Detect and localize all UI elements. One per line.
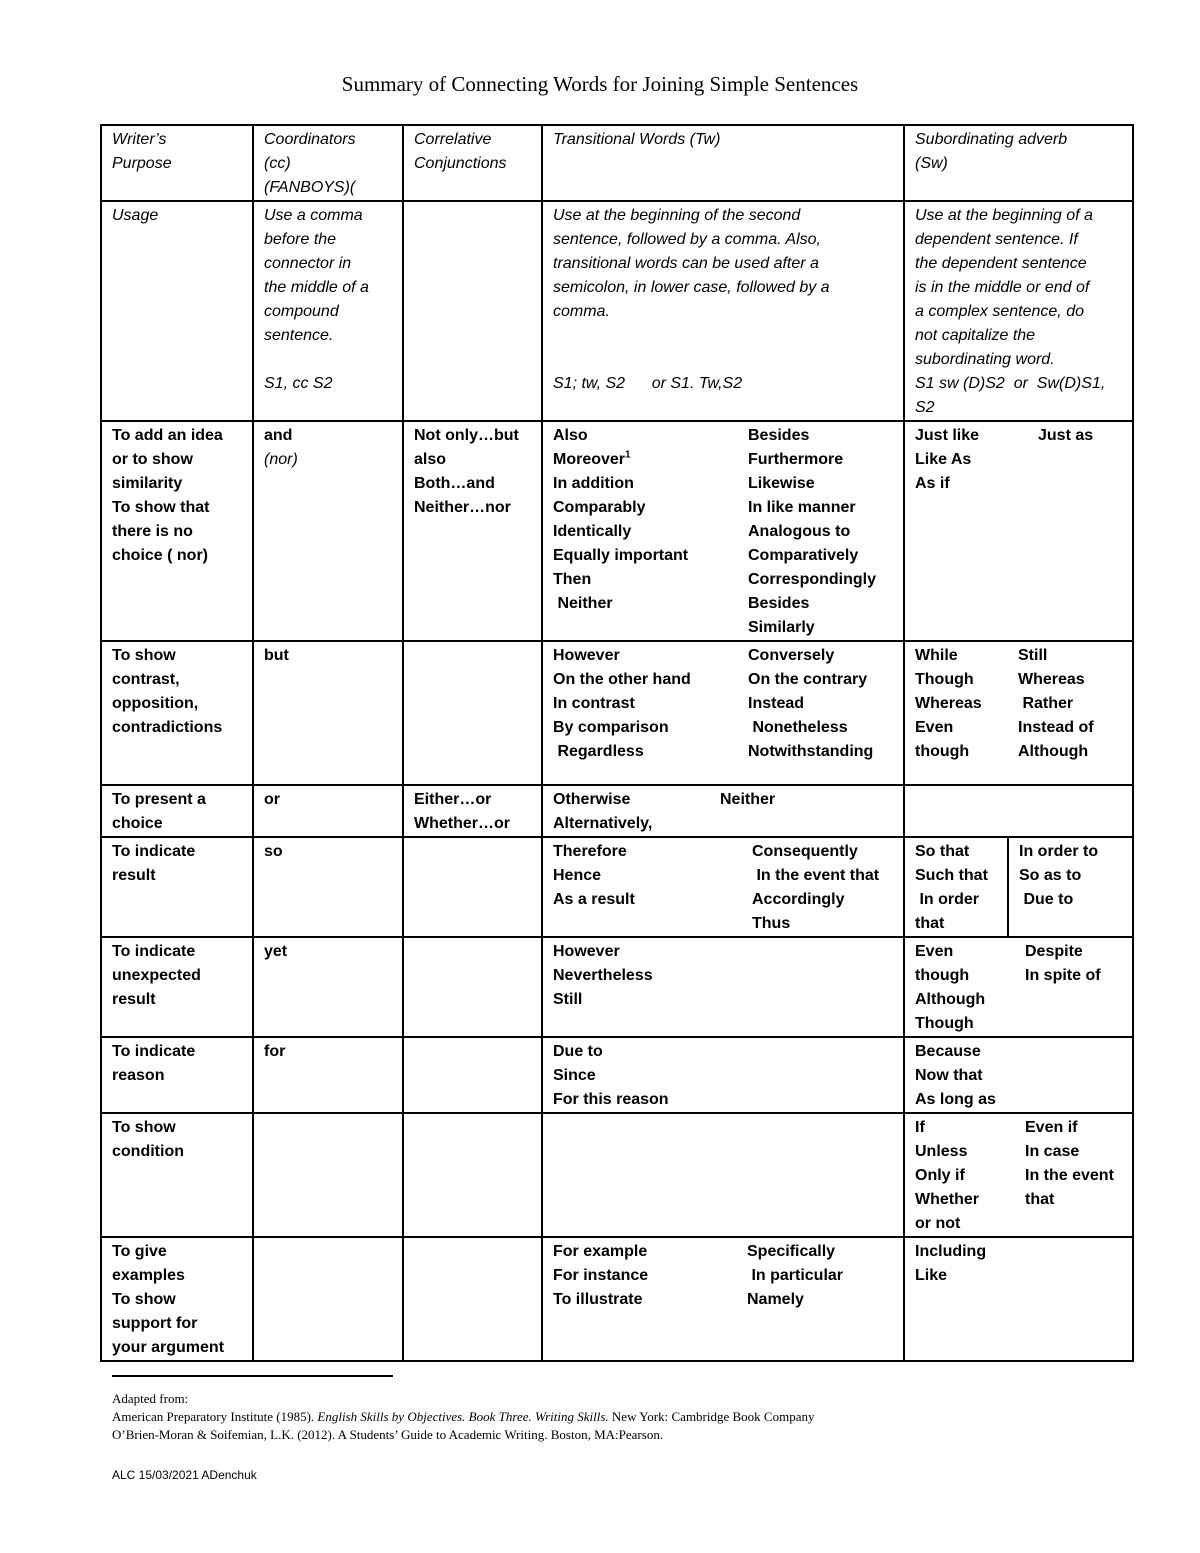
text-line: (FANBOYS)(	[264, 179, 356, 196]
text-line: Hence	[553, 867, 602, 884]
text-line: Coordinators	[264, 131, 356, 148]
text-line: To show	[112, 1291, 176, 1308]
text-line: Including	[915, 1243, 987, 1260]
transitional-cell	[542, 937, 904, 1037]
text-line: the middle of a	[264, 279, 369, 296]
row-unexpected-result	[101, 937, 1133, 1037]
text-line: though	[915, 967, 970, 984]
text-line: Nevertheless	[553, 967, 653, 984]
text-line: Writer’s	[112, 131, 167, 148]
correlative-cell	[403, 785, 542, 837]
text-line: By comparison	[553, 719, 669, 736]
text-line: Even	[915, 943, 954, 960]
text-line: For this reason	[553, 1091, 669, 1108]
text-line: To indicate	[112, 1043, 196, 1060]
purpose-cell	[101, 1237, 253, 1361]
text-line: Either…or	[414, 791, 492, 808]
text-line: Comparatively	[748, 547, 859, 564]
correlative-cell	[403, 421, 542, 641]
text-line: yet	[264, 943, 288, 960]
correlative-cell	[403, 1037, 542, 1113]
text-line: Despite	[1025, 943, 1083, 960]
text-line: To illustrate	[553, 1291, 643, 1308]
text-line: Use at the beginning of the second	[553, 207, 801, 224]
text-line: Due to	[553, 1043, 603, 1060]
text-line: While	[915, 647, 958, 664]
text-line: To give	[112, 1243, 167, 1260]
text-line: Just as	[1038, 427, 1094, 444]
text-line: Thus	[752, 915, 791, 932]
text-line: sentence.	[264, 327, 334, 344]
text-line: there is no	[112, 523, 193, 540]
text-line: Consequently	[752, 843, 858, 860]
text-line: Even	[915, 719, 954, 736]
text-line: Subordinating adverb	[915, 131, 1068, 148]
subordinating-cell	[904, 1237, 1133, 1361]
text-line: comma.	[553, 303, 610, 320]
coordinators-cell	[253, 1113, 403, 1237]
text-line: Both…and	[414, 475, 495, 492]
correlative-cell	[403, 1237, 542, 1361]
row-condition	[101, 1113, 1133, 1237]
text-line: the dependent sentence	[915, 255, 1087, 272]
text-line: (Sw)	[915, 155, 948, 172]
text-line: so	[264, 843, 283, 860]
footnote-rule	[112, 1375, 393, 1377]
text-line: condition	[112, 1143, 184, 1160]
text-line: your argument	[112, 1339, 225, 1356]
text-line: However	[553, 943, 620, 960]
header-subordinating	[904, 125, 1133, 201]
text-line: Otherwise	[553, 791, 631, 808]
text-line: Rather	[1018, 695, 1074, 712]
usage-coordinators	[253, 201, 403, 421]
usage-transitional	[542, 201, 904, 421]
text-line: Conversely	[748, 647, 835, 664]
text-line: Instead of	[1018, 719, 1094, 736]
text-line: Neither…nor	[414, 499, 511, 516]
text-line: As a result	[553, 891, 635, 908]
text-line: On the contrary	[748, 671, 868, 688]
trans-formula: S1; tw, S2 or S1. Tw,S2	[553, 375, 743, 392]
text-line: Unless	[915, 1143, 968, 1160]
correlative-cell	[403, 937, 542, 1037]
text-line: but	[264, 647, 289, 664]
text-line: Purpose	[112, 155, 172, 172]
text-line: Like As	[915, 451, 972, 468]
text-line: Due to	[1019, 891, 1074, 908]
text-line: choice	[112, 815, 163, 832]
coordinators-cell	[253, 937, 403, 1037]
text-line: opposition,	[112, 695, 199, 712]
text-line: Use at the beginning of a	[915, 207, 1093, 224]
subordinating-cell	[904, 421, 1133, 641]
correlative-cell	[403, 641, 542, 785]
coordinators-cell	[253, 1037, 403, 1113]
subordinating-cell	[904, 837, 1133, 937]
coord-formula: S1, cc S2	[264, 375, 333, 392]
text-line: Now that	[915, 1067, 983, 1084]
text-line: Specifically	[747, 1243, 836, 1260]
text-line: semicolon, in lower case, followed by a	[553, 279, 830, 296]
row-examples	[101, 1237, 1133, 1361]
row-result	[101, 837, 1133, 937]
transitional-cell	[542, 1113, 904, 1237]
text-line: Whether…or	[414, 815, 510, 832]
text-line: To show	[112, 1119, 176, 1136]
row-contrast	[101, 641, 1133, 785]
text-line: though	[915, 743, 970, 760]
text-line: reason	[112, 1067, 165, 1084]
text-line: is in the middle or end of	[915, 279, 1090, 296]
text-line: Nonetheless	[748, 719, 848, 736]
text-line: connector in	[264, 255, 352, 272]
subordinating-cell	[904, 785, 1133, 837]
row-add-idea	[101, 421, 1133, 641]
purpose-cell	[101, 937, 253, 1037]
text-line: However	[553, 647, 620, 664]
text-line: result	[112, 991, 156, 1008]
text-line: before the	[264, 231, 337, 248]
row-choice	[101, 785, 1133, 837]
correlative-cell	[403, 1113, 542, 1237]
subordinating-cell	[904, 641, 1133, 785]
transitional-cell	[542, 785, 904, 837]
text-line: Accordingly	[752, 891, 845, 908]
text-line: In contrast	[553, 695, 635, 712]
text-line: Even if	[1025, 1119, 1078, 1136]
text-line: not capitalize the	[915, 327, 1036, 344]
document-id: ALC 15/03/2021 ADenchuk	[112, 1468, 257, 1482]
footnote-mark: 1	[625, 449, 631, 461]
text-line: Besides	[748, 595, 810, 612]
text-line: Like	[915, 1267, 948, 1284]
text-line: In the event that	[752, 867, 880, 884]
header-coordinators	[253, 125, 403, 201]
text-line: S2	[915, 399, 935, 416]
text-line: Besides	[748, 427, 810, 444]
text-line: Though	[915, 1015, 974, 1032]
text-line: Only if	[915, 1167, 965, 1184]
text-line: that	[1025, 1191, 1055, 1208]
usage-label: Usage	[101, 201, 253, 421]
text-line: Notwithstanding	[748, 743, 874, 760]
text-line: choice ( nor)	[112, 547, 209, 564]
text-line: Although	[1018, 743, 1089, 760]
text-line: To present a	[112, 791, 206, 808]
text-line: Whereas	[1018, 671, 1085, 688]
purpose-cell	[101, 421, 253, 641]
text-line: result	[112, 867, 156, 884]
text-line: Likewise	[748, 475, 815, 492]
purpose-cell	[101, 641, 253, 785]
text-line: Just like	[915, 427, 980, 444]
header-row	[101, 125, 1133, 201]
usage-subordinating	[904, 201, 1133, 421]
text-line: for	[264, 1043, 286, 1060]
text-line: In particular	[747, 1267, 844, 1284]
text-line: S1 sw (D)S2 or Sw(D)S1,	[915, 375, 1106, 392]
text-line: support for	[112, 1315, 198, 1332]
text-line: subordinating word.	[915, 351, 1055, 368]
text-line: similarity	[112, 475, 183, 492]
subordinating-cell	[904, 1037, 1133, 1113]
text-line: Use a comma	[264, 207, 363, 224]
text-line: Transitional Words (Tw)	[553, 131, 721, 148]
text-line: Conjunctions	[414, 155, 507, 172]
text-line: Analogous to	[748, 523, 851, 540]
header-transitional	[542, 125, 904, 201]
correlative-cell	[403, 837, 542, 937]
transitional-cell	[542, 641, 904, 785]
connecting-words-table	[100, 124, 1134, 1362]
text-line: For example	[553, 1243, 648, 1260]
text-line: Correlative	[414, 131, 492, 148]
text-line: Although	[915, 991, 986, 1008]
transitional-cell	[542, 837, 904, 937]
transitional-cell: Also Moreover$^1$ In addition Comparably Identically Equally important Then Neither Besides Furthermore Likewise In like manner Analogous to Comparatively Correspondingly Besides Similarly	[542, 421, 904, 641]
text-line: In the event	[1025, 1167, 1114, 1184]
text-line: As if	[915, 475, 950, 492]
text-line: Whereas	[915, 695, 982, 712]
text-line: As long as	[915, 1091, 996, 1108]
text-line: Similarly	[748, 619, 815, 636]
text-line: Such that	[915, 867, 988, 884]
subordinating-cell	[904, 937, 1133, 1037]
text-line: Correspondingly	[748, 571, 877, 588]
text-line: In order to	[1019, 843, 1099, 860]
text-line: In like manner	[748, 499, 856, 516]
text-line: Though	[915, 671, 974, 688]
text-line: Therefore	[553, 843, 627, 860]
text-line: For instance	[553, 1267, 649, 1284]
coordinators-cell	[253, 837, 403, 937]
text-line: Furthermore	[748, 451, 844, 468]
text-line: a complex sentence, do	[915, 303, 1084, 320]
text-line: contradictions	[112, 719, 223, 736]
text-line: transitional words can be used after a	[553, 255, 819, 272]
text-line: In case	[1025, 1143, 1080, 1160]
coordinators-cell	[253, 1237, 403, 1361]
text-line: In spite of	[1025, 967, 1101, 984]
text-line: compound	[264, 303, 339, 320]
text-line: If	[915, 1119, 925, 1136]
header-correlative	[403, 125, 542, 201]
text-line: Namely	[747, 1291, 804, 1308]
text-line: Instead	[748, 695, 805, 712]
page-title: Summary of Connecting Words for Joining Simple Sentences	[341, 72, 859, 96]
coordinators-cell: and (nor)	[253, 421, 403, 641]
text-line: Regardless	[553, 743, 644, 760]
text-line: Because	[915, 1043, 981, 1060]
text-line: So that	[915, 843, 970, 860]
purpose-cell	[101, 785, 253, 837]
footnote-reference-1: American Preparatory Institute (1985). English Skills by Objectives. Book Three. Writing Skills. New York: Cambridge Book Company	[112, 1409, 815, 1424]
text-line: Since	[553, 1067, 596, 1084]
text-line: To add an idea	[112, 427, 223, 444]
text-line: Still	[1018, 647, 1048, 664]
text-line: unexpected	[112, 967, 201, 984]
purpose-cell	[101, 1113, 253, 1237]
transitional-cell	[542, 1237, 904, 1361]
text-line: Not only…but	[414, 427, 519, 444]
text-line: To show that	[112, 499, 210, 516]
text-line: Still	[553, 991, 583, 1008]
text-line: dependent sentence. If	[915, 231, 1078, 248]
coordinators-cell	[253, 785, 403, 837]
text-line: To show	[112, 647, 176, 664]
text-line: also	[414, 451, 447, 468]
text-line: (cc)	[264, 155, 291, 172]
footnote-adapted: Adapted from:	[112, 1391, 189, 1406]
transitional-cell	[542, 1037, 904, 1113]
header-purpose	[101, 125, 253, 201]
coordinators-cell	[253, 641, 403, 785]
subordinating-cell	[904, 1113, 1133, 1237]
text-line: So as to	[1019, 867, 1082, 884]
usage-row	[101, 201, 1133, 421]
text-line: or	[264, 791, 280, 808]
text-line: that	[915, 915, 945, 932]
usage-correlative	[403, 201, 542, 421]
text-line: or not	[915, 1215, 961, 1232]
text-line: or to show	[112, 451, 193, 468]
text-line: contrast,	[112, 671, 180, 688]
text-line: Whether	[915, 1191, 979, 1208]
text-line: Neither	[720, 791, 776, 808]
text-line: On the other hand	[553, 671, 691, 688]
text-line: examples	[112, 1267, 185, 1284]
text-line: In order	[915, 891, 980, 908]
text-line: sentence, followed by a comma. Also,	[553, 231, 821, 248]
row-reason	[101, 1037, 1133, 1113]
text-line: Alternatively,	[553, 815, 653, 832]
text-line: To indicate	[112, 943, 196, 960]
purpose-cell	[101, 837, 253, 937]
footnote-reference-2: O’Brien-Moran & Soifemian, L.K. (2012). A Students’ Guide to Academic Writing. Boston, MA:Pearson.	[112, 1427, 664, 1442]
purpose-cell	[101, 1037, 253, 1113]
text-line: To indicate	[112, 843, 196, 860]
